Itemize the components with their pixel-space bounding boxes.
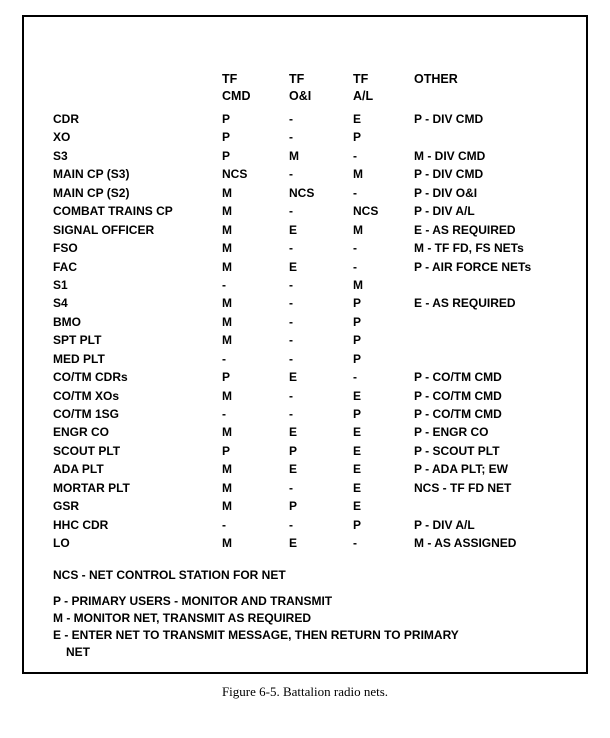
cell-position: ADA PLT bbox=[53, 462, 104, 477]
cell-tf-al: M bbox=[353, 167, 363, 182]
radio-nets-table bbox=[53, 110, 574, 553]
cell-tf-cmd: NCS bbox=[222, 167, 248, 182]
cell-tf-oi: - bbox=[289, 130, 293, 145]
cell-tf-al: P bbox=[353, 407, 362, 421]
table-row bbox=[53, 497, 574, 515]
table-row bbox=[53, 202, 574, 220]
cell-other: NCS - TF FD NET bbox=[414, 480, 512, 495]
cell-position: BMO bbox=[53, 314, 81, 329]
cell-tf-al: M bbox=[353, 222, 363, 237]
cell-tf-oi: - bbox=[289, 277, 293, 292]
cell-position: CO/TM 1SG bbox=[53, 407, 120, 421]
header-tf-oi: TF O&I bbox=[289, 72, 312, 103]
cell-other bbox=[414, 331, 574, 349]
cell-tf-oi: P bbox=[289, 443, 298, 458]
table-row bbox=[53, 405, 574, 423]
legend-ncs: NCS - NET CONTROL STATION FOR NET bbox=[53, 568, 286, 582]
cell-tf-al: - bbox=[353, 148, 357, 163]
cell-position: HHC CDR bbox=[53, 517, 109, 532]
cell-position: LO bbox=[53, 536, 70, 551]
cell-tf-al: - bbox=[353, 536, 357, 551]
cell-tf-cmd: M bbox=[222, 480, 232, 495]
cell-other: P - DIV O&I bbox=[414, 185, 478, 200]
table-row bbox=[53, 350, 574, 368]
table-row bbox=[53, 442, 574, 460]
table-row bbox=[53, 128, 574, 146]
cell-tf-cmd: P bbox=[222, 130, 231, 145]
cell-other: P - DIV A/L bbox=[414, 517, 475, 532]
cell-other bbox=[414, 313, 574, 331]
cell-tf-oi: - bbox=[289, 351, 293, 366]
cell-tf-cmd: M bbox=[222, 425, 232, 440]
cell-other: M - TF FD, FS NETs bbox=[414, 241, 524, 256]
table-row bbox=[53, 147, 574, 165]
cell-other: P - DIV A/L bbox=[414, 204, 475, 219]
cell-tf-cmd: M bbox=[222, 462, 232, 477]
table-row bbox=[53, 239, 574, 257]
cell-other: E - AS REQUIRED bbox=[414, 296, 516, 311]
cell-tf-cmd: M bbox=[222, 222, 232, 237]
cell-tf-cmd: M bbox=[222, 296, 232, 311]
cell-tf-oi: - bbox=[289, 407, 293, 421]
table-row bbox=[53, 110, 574, 128]
cell-position: MORTAR PLT bbox=[53, 480, 130, 495]
cell-tf-cmd: M bbox=[222, 499, 232, 514]
cell-tf-al: E bbox=[353, 480, 362, 495]
header-tf-al: TF A/L bbox=[353, 72, 374, 103]
cell-tf-al: E bbox=[353, 462, 362, 477]
cell-tf-cmd: M bbox=[222, 204, 232, 219]
cell-tf-oi: E bbox=[289, 536, 298, 551]
cell-tf-oi: NCS bbox=[289, 185, 315, 200]
cell-tf-cmd: M bbox=[222, 314, 232, 329]
cell-position: S4 bbox=[53, 296, 68, 311]
cell-tf-al: E bbox=[353, 499, 362, 514]
cell-tf-cmd: - bbox=[222, 351, 226, 366]
cell-position: FSO bbox=[53, 241, 78, 256]
cell-tf-oi: - bbox=[289, 388, 293, 403]
table-row bbox=[53, 479, 574, 497]
cell-other: P - CO/TM CMD bbox=[414, 370, 502, 385]
cell-tf-al: - bbox=[353, 370, 357, 385]
cell-other: P - SCOUT PLT bbox=[414, 443, 500, 458]
legend bbox=[53, 567, 459, 661]
cell-tf-cmd: P bbox=[222, 370, 231, 385]
cell-tf-oi: P bbox=[289, 499, 298, 514]
cell-tf-oi: E bbox=[289, 425, 298, 440]
table-row bbox=[53, 368, 574, 386]
cell-position: GSR bbox=[53, 499, 80, 514]
cell-position: FAC bbox=[53, 259, 77, 274]
table-row bbox=[53, 534, 574, 552]
cell-other bbox=[414, 128, 574, 146]
cell-tf-al: - bbox=[353, 241, 357, 256]
cell-tf-cmd: M bbox=[222, 333, 232, 348]
cell-tf-al: P bbox=[353, 296, 362, 311]
cell-position: CDR bbox=[53, 112, 79, 126]
cell-tf-cmd: M bbox=[222, 388, 232, 403]
cell-position: MED PLT bbox=[53, 351, 105, 366]
cell-tf-oi: M bbox=[289, 148, 299, 163]
cell-other bbox=[414, 497, 574, 515]
cell-position: MAIN CP (S3) bbox=[53, 167, 130, 182]
cell-other: P - CO/TM CMD bbox=[414, 407, 502, 421]
cell-other: P - ADA PLT; EW bbox=[414, 462, 508, 477]
cell-position: CO/TM CDRs bbox=[53, 370, 128, 385]
cell-other: E - AS REQUIRED bbox=[414, 222, 516, 237]
legend-primary: P - PRIMARY USERS - MONITOR AND TRANSMIT bbox=[53, 594, 333, 608]
legend-monitor: M - MONITOR NET, TRANSMIT AS REQUIRED bbox=[53, 611, 311, 625]
cell-tf-al: P bbox=[353, 351, 362, 366]
cell-other: P - DIV CMD bbox=[414, 112, 484, 126]
cell-tf-cmd: - bbox=[222, 517, 226, 532]
cell-tf-al: P bbox=[353, 333, 362, 348]
cell-tf-al: E bbox=[353, 388, 362, 403]
cell-position: XO bbox=[53, 130, 71, 145]
table-row bbox=[53, 165, 574, 183]
cell-tf-oi: - bbox=[289, 333, 293, 348]
cell-tf-cmd: M bbox=[222, 536, 232, 551]
table-row bbox=[53, 294, 574, 312]
cell-tf-cmd: - bbox=[222, 277, 226, 292]
cell-tf-oi: - bbox=[289, 241, 293, 256]
cell-tf-oi: - bbox=[289, 517, 293, 532]
cell-position: S1 bbox=[53, 277, 68, 292]
cell-tf-cmd: P bbox=[222, 148, 231, 163]
cell-tf-al: E bbox=[353, 425, 362, 440]
cell-position: ENGR CO bbox=[53, 425, 110, 440]
cell-position: SCOUT PLT bbox=[53, 443, 121, 458]
cell-position: SIGNAL OFFICER bbox=[53, 222, 155, 237]
table-row bbox=[53, 460, 574, 478]
cell-tf-al: P bbox=[353, 314, 362, 329]
cell-tf-al: E bbox=[353, 443, 362, 458]
cell-tf-oi: - bbox=[289, 314, 293, 329]
cell-tf-al: P bbox=[353, 517, 362, 532]
cell-other: P - AIR FORCE NETs bbox=[414, 259, 532, 274]
cell-tf-al: - bbox=[353, 259, 357, 274]
table-row bbox=[53, 387, 574, 405]
cell-other: P - DIV CMD bbox=[414, 167, 484, 182]
cell-tf-oi: E bbox=[289, 222, 298, 237]
cell-tf-oi: - bbox=[289, 167, 293, 182]
cell-tf-cmd: P bbox=[222, 112, 231, 126]
table-row bbox=[53, 221, 574, 239]
header-tf-cmd: TF CMD bbox=[222, 72, 251, 103]
header-other: OTHER bbox=[414, 72, 458, 86]
cell-tf-oi: - bbox=[289, 480, 293, 495]
table-row bbox=[53, 313, 574, 331]
table-row bbox=[53, 258, 574, 276]
cell-tf-al: M bbox=[353, 277, 363, 292]
cell-tf-cmd: P bbox=[222, 443, 231, 458]
cell-tf-al: E bbox=[353, 112, 362, 126]
table-body bbox=[53, 110, 574, 553]
cell-tf-oi: E bbox=[289, 259, 298, 274]
cell-tf-al: NCS bbox=[353, 204, 379, 219]
cell-position: CO/TM XOs bbox=[53, 388, 120, 403]
cell-position: COMBAT TRAINS CP bbox=[53, 204, 173, 219]
cell-other: M - DIV CMD bbox=[414, 148, 486, 163]
cell-other bbox=[414, 350, 574, 368]
cell-tf-oi: - bbox=[289, 296, 293, 311]
figure-caption: Figure 6-5. Battalion radio nets. bbox=[221, 684, 389, 699]
cell-tf-cmd: M bbox=[222, 241, 232, 256]
cell-position: MAIN CP (S2) bbox=[53, 185, 130, 200]
cell-tf-al: - bbox=[353, 185, 357, 200]
cell-tf-cmd: - bbox=[222, 407, 226, 421]
table-row bbox=[53, 184, 574, 202]
cell-tf-cmd: M bbox=[222, 259, 232, 274]
cell-tf-al: P bbox=[353, 130, 362, 145]
table-row bbox=[53, 516, 574, 534]
cell-tf-oi: E bbox=[289, 370, 298, 385]
legend-enter: E - ENTER NET TO TRANSMIT MESSAGE, THEN RETURN TO PRIMARY bbox=[53, 628, 459, 642]
cell-other: P - ENGR CO bbox=[414, 425, 489, 440]
cell-tf-cmd: M bbox=[222, 185, 232, 200]
cell-tf-oi: - bbox=[289, 112, 293, 126]
table-row bbox=[53, 331, 574, 349]
cell-position: S3 bbox=[53, 148, 68, 163]
cell-position: SPT PLT bbox=[53, 333, 102, 348]
cell-tf-oi: E bbox=[289, 462, 298, 477]
legend-enter-cont: NET bbox=[66, 645, 90, 659]
table-row bbox=[53, 276, 574, 294]
table-row bbox=[53, 423, 574, 441]
cell-tf-oi: - bbox=[289, 204, 293, 219]
cell-other bbox=[414, 276, 574, 294]
cell-other: M - AS ASSIGNED bbox=[414, 536, 517, 551]
cell-other: P - CO/TM CMD bbox=[414, 388, 502, 403]
